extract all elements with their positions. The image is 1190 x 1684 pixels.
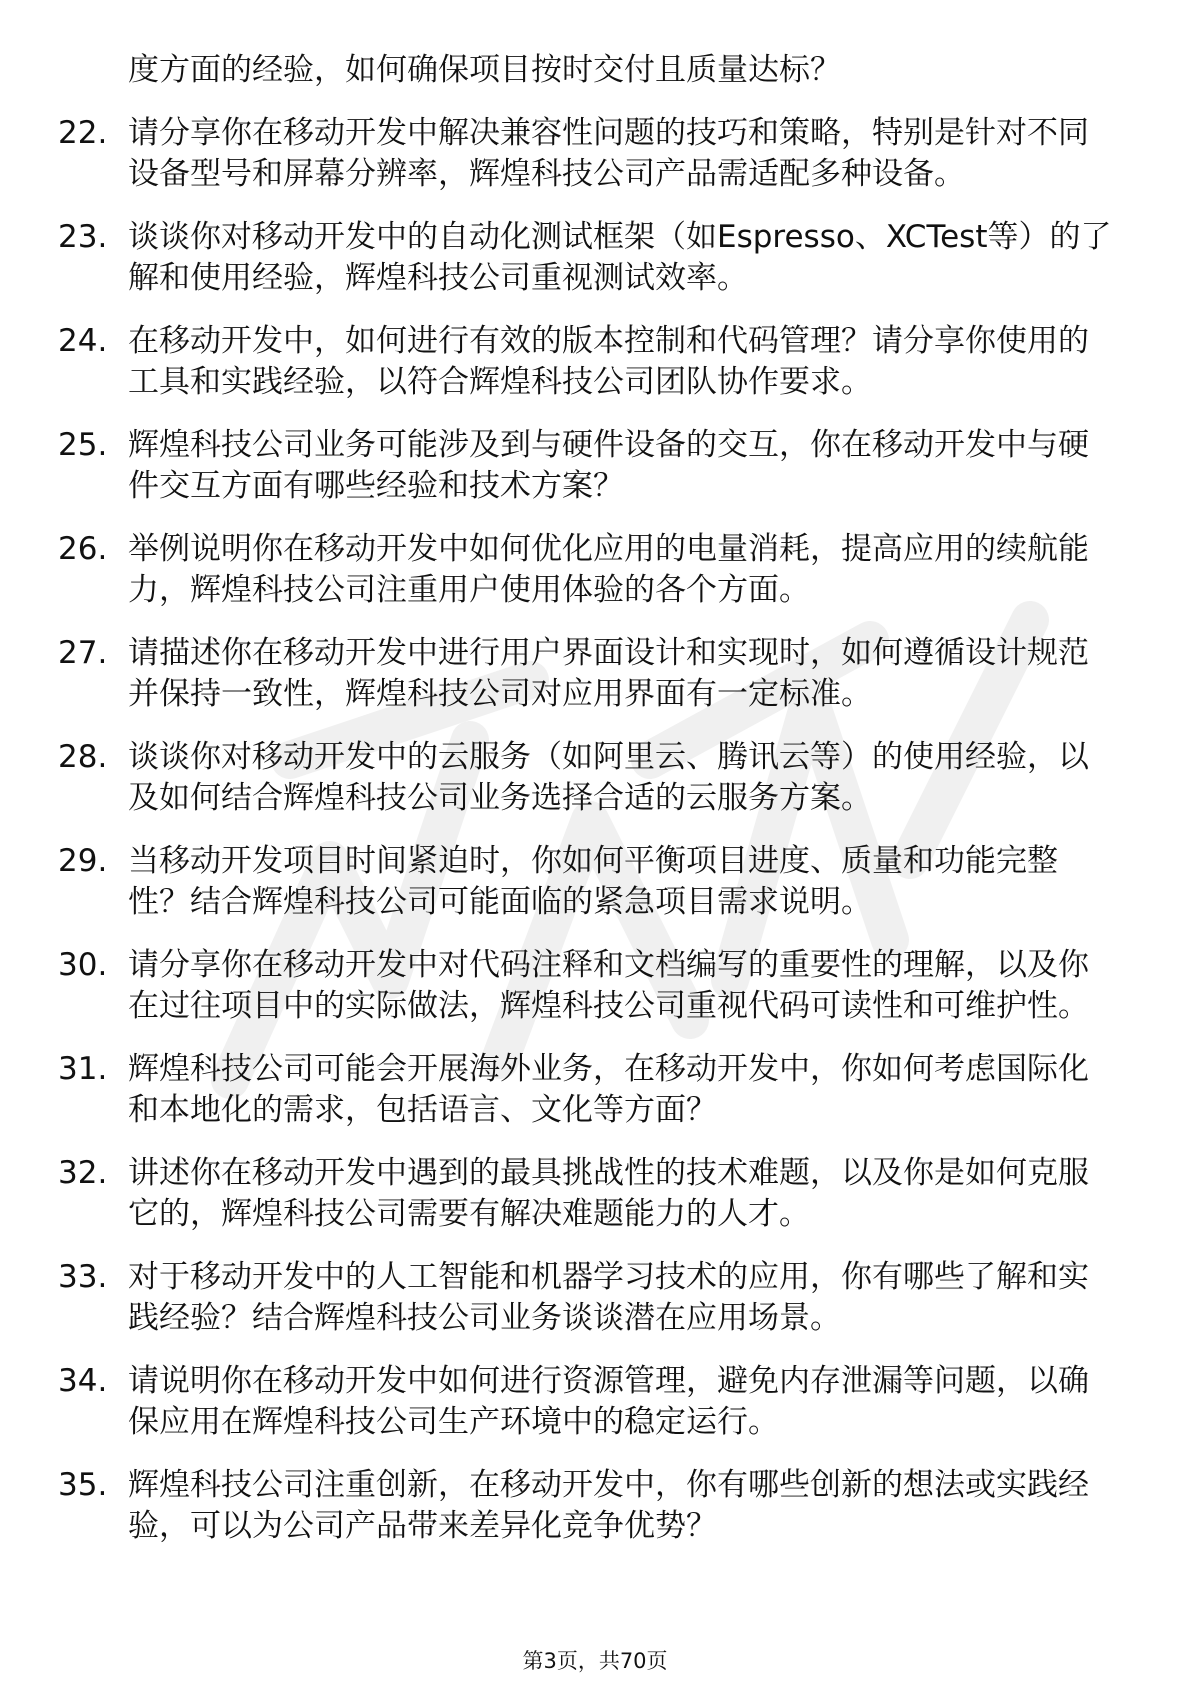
question-number: 30. xyxy=(58,947,108,983)
question-number: 32. xyxy=(58,1155,108,1191)
list-item xyxy=(58,1361,1118,1443)
question-text: 辉煌科技公司注重创新，在移动开发中，你有哪些创新的想法或实践经验，可以为公司产品带来差异化竞争优势？ xyxy=(128,1467,1089,1544)
list-item xyxy=(58,1257,1118,1339)
question-number: 26. xyxy=(58,531,108,567)
question-text: 当移动开发项目时间紧迫时，你如何平衡项目进度、质量和功能完整性？结合辉煌科技公司可能面临的紧急项目需求说明。 xyxy=(128,843,1058,920)
question-text: 辉煌科技公司业务可能涉及到与硬件设备的交互，你在移动开发中与硬件交互方面有哪些经验和技术方案？ xyxy=(128,427,1089,504)
list-item xyxy=(58,217,1118,299)
list-item xyxy=(58,1049,1118,1131)
question-text: 请分享你在移动开发中对代码注释和文档编写的重要性的理解，以及你在过往项目中的实际做法，辉煌科技公司重视代码可读性和可维护性。 xyxy=(128,947,1089,1024)
question-text: 辉煌科技公司可能会开展海外业务，在移动开发中，你如何考虑国际化和本地化的需求，包括语言、文化等方面？ xyxy=(128,1051,1089,1128)
question-text: 谈谈你对移动开发中的自动化测试框架（如Espresso、XCTest等）的了解和使用经验，辉煌科技公司重视测试效率。 xyxy=(128,219,1112,296)
list-item xyxy=(58,737,1118,819)
list-item xyxy=(58,321,1118,403)
page-footer: 第3页，共70页 xyxy=(522,1649,668,1673)
question-text: 请说明你在移动开发中如何进行资源管理，避免内存泄漏等问题，以确保应用在辉煌科技公司生产环境中的稳定运行。 xyxy=(128,1363,1089,1440)
question-text: 在移动开发中，如何进行有效的版本控制和代码管理？请分享你使用的工具和实践经验，以符合辉煌科技公司团队协作要求。 xyxy=(128,323,1089,400)
question-number: 28. xyxy=(58,739,108,775)
question-text: 请描述你在移动开发中进行用户界面设计和实现时，如何遵循设计规范并保持一致性，辉煌科技公司对应用界面有一定标准。 xyxy=(128,635,1089,712)
question-number: 29. xyxy=(58,843,108,879)
list-item xyxy=(58,425,1118,507)
question-number: 35. xyxy=(58,1467,108,1503)
list-item xyxy=(58,1465,1118,1547)
question-number: 33. xyxy=(58,1259,108,1295)
question-number: 24. xyxy=(58,323,108,359)
question-number: 25. xyxy=(58,427,108,463)
question-number: 31. xyxy=(58,1051,108,1087)
list-item xyxy=(58,529,1118,611)
question-number: 22. xyxy=(58,115,108,151)
questions-container xyxy=(58,113,1118,1547)
question-text: 举例说明你在移动开发中如何优化应用的电量消耗，提高应用的续航能力，辉煌科技公司注重用户使用体验的各个方面。 xyxy=(128,531,1089,608)
question-text: 谈谈你对移动开发中的云服务（如阿里云、腾讯云等）的使用经验，以及如何结合辉煌科技公司业务选择合适的云服务方案。 xyxy=(128,739,1089,816)
question-text: 请分享你在移动开发中解决兼容性问题的技巧和策略，特别是针对不同设备型号和屏幕分辨率，辉煌科技公司产品需适配多种设备。 xyxy=(128,115,1089,192)
question-number: 23. xyxy=(58,219,108,255)
list-item xyxy=(58,113,1118,195)
list-item xyxy=(58,841,1118,923)
question-list xyxy=(58,50,1118,1569)
list-item xyxy=(58,633,1118,715)
question-number: 27. xyxy=(58,635,108,671)
question-text: 对于移动开发中的人工智能和机器学习技术的应用，你有哪些了解和实践经验？结合辉煌科技公司业务谈谈潜在应用场景。 xyxy=(128,1259,1089,1336)
question-number: 34. xyxy=(58,1363,108,1399)
list-item xyxy=(58,945,1118,1027)
continuation-text: 度方面的经验，如何确保项目按时交付且质量达标？ xyxy=(128,52,841,88)
question-text: 讲述你在移动开发中遇到的最具挑战性的技术难题，以及你是如何克服它的，辉煌科技公司需要有解决难题能力的人才。 xyxy=(128,1155,1089,1232)
list-item xyxy=(58,1153,1118,1235)
